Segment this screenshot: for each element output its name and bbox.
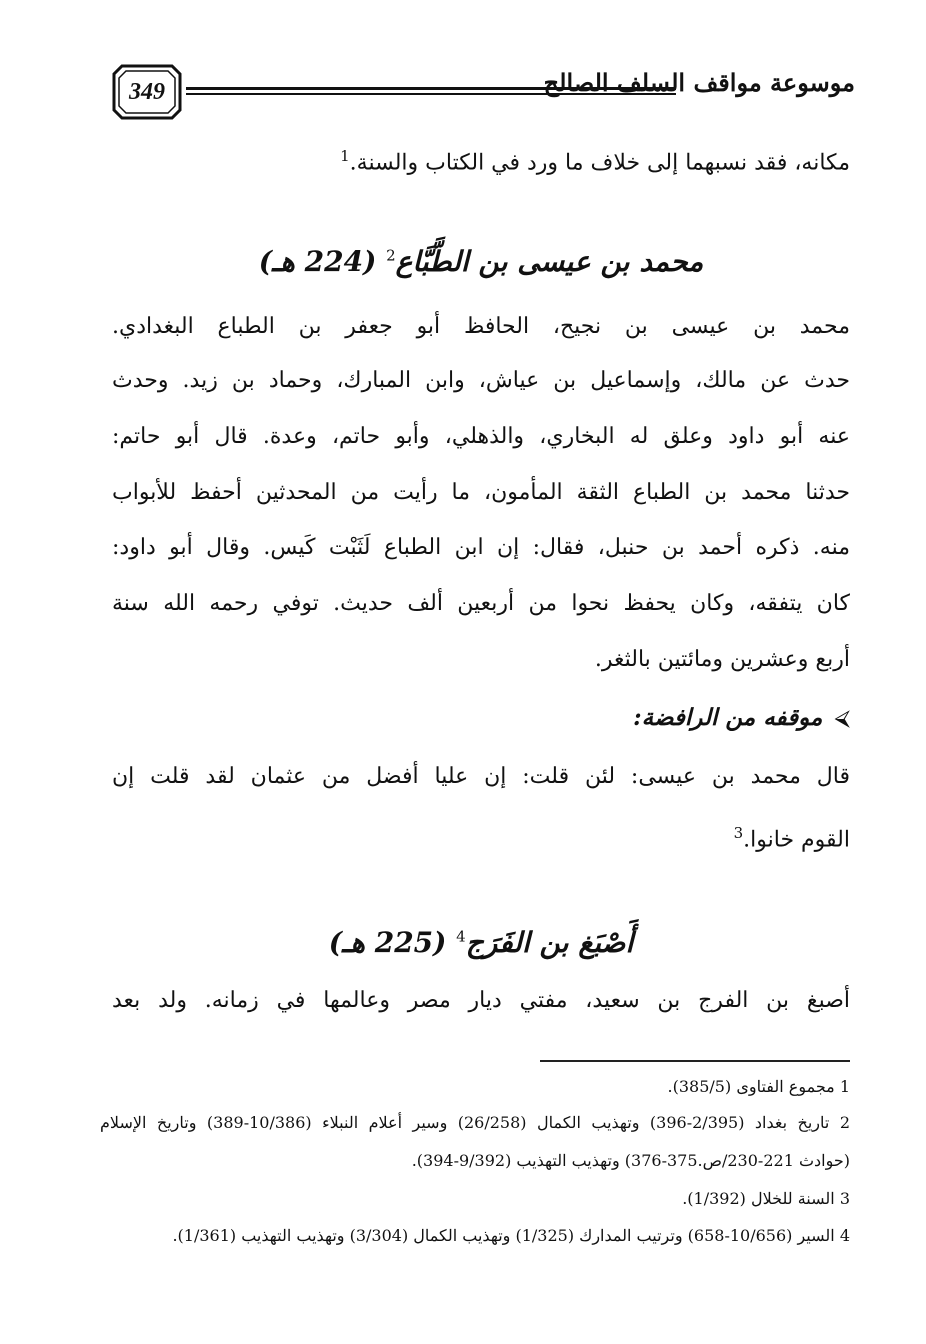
paragraph-line: عنه أبو داود وعلق له البخاري، والذهلي، وأبو حاتم، وعدة. قال أبو حاتم: — [112, 424, 850, 449]
footnote: 1 مجموع الفتاوى (385/5). — [667, 1077, 850, 1096]
paragraph-line: القوم خانوا.$^3$ — [733, 824, 850, 853]
paragraph-line: منه. ذكره أحمد بن حنبل، فقال: إن ابن الطباع لَثَبْت كَيس. وقال أبو داود: — [112, 535, 850, 560]
paragraph-line: حدثنا محمد بن الطباع الثقة المأمون، ما رأيت من المحدثين أحفظ للأبواب — [112, 480, 850, 505]
section-heading: أَصْبَغ بن الفَرَج$^4$ (225 هـ) — [328, 926, 634, 959]
footnote-ref: 3 — [733, 824, 744, 842]
footnote-divider — [540, 1060, 850, 1062]
footnote: 4 السير (10/656-658) وترتيب المدارك (1/325) وتهذيب الكمال (3/304) وتهذيب التهذيب (1/361). — [172, 1226, 850, 1245]
footnote-ref: 1 — [340, 147, 350, 165]
paragraph-line: محمد بن عيسى بن نجيح، الحافظ أبو جعفر بن الطباع البغدادي. — [112, 314, 850, 339]
footnote-ref: 2 — [386, 246, 396, 265]
footnote: 2 تاريخ بغداد (2/395-396) وتهذيب الكمال (26/258) وسير أعلام النبلاء (10/386-389) وتاريخ الإسلام — [100, 1113, 851, 1132]
page-number-badge — [110, 62, 184, 122]
arrow-bullet-icon: ⮘ — [834, 706, 850, 731]
paragraph-line: أصبغ بن الفرج بن سعيد، مفتي ديار مصر وعالمها في زمانه. ولد بعد — [112, 988, 850, 1013]
footnote: 3 السنة للخلال (1/392). — [682, 1189, 850, 1208]
section-heading: محمد بن عيسى بن الطَّبَّاع$^2$ (224 هـ) — [258, 245, 704, 278]
paragraph-line: حدث عن مالك، وإسماعيل بن عياش، وابن المبارك، وحماد بن زيد. وحدث — [112, 368, 850, 393]
paragraph-line: كان يتفقه، وكان يحفظ نحوا من أربعين ألف حديث. توفي رحمه الله سنة — [112, 591, 850, 616]
paragraph-line: أربع وعشرين ومائتين بالثغر. — [594, 647, 850, 672]
subheading: ⮘موقفه من الرافضة: — [633, 704, 850, 731]
footnote: (حوادث 221-230/ص.375-376) وتهذيب التهذيب (9/392-394). — [411, 1151, 850, 1170]
paragraph-line: قال محمد بن عيسى: لئن قلت: إن عليا أفضل من عثمان لقد قلت إن — [112, 764, 850, 789]
footnote-ref: 4 — [456, 927, 466, 946]
page-number: 349 — [129, 78, 165, 105]
series-title: موسوعة مواقف السلف الصالح — [543, 68, 855, 97]
page-header — [110, 62, 855, 122]
body-line: مكانه، فقد نسبهما إلى خلاف ما ورد في الكتاب والسنة.$^1$ — [340, 147, 850, 176]
